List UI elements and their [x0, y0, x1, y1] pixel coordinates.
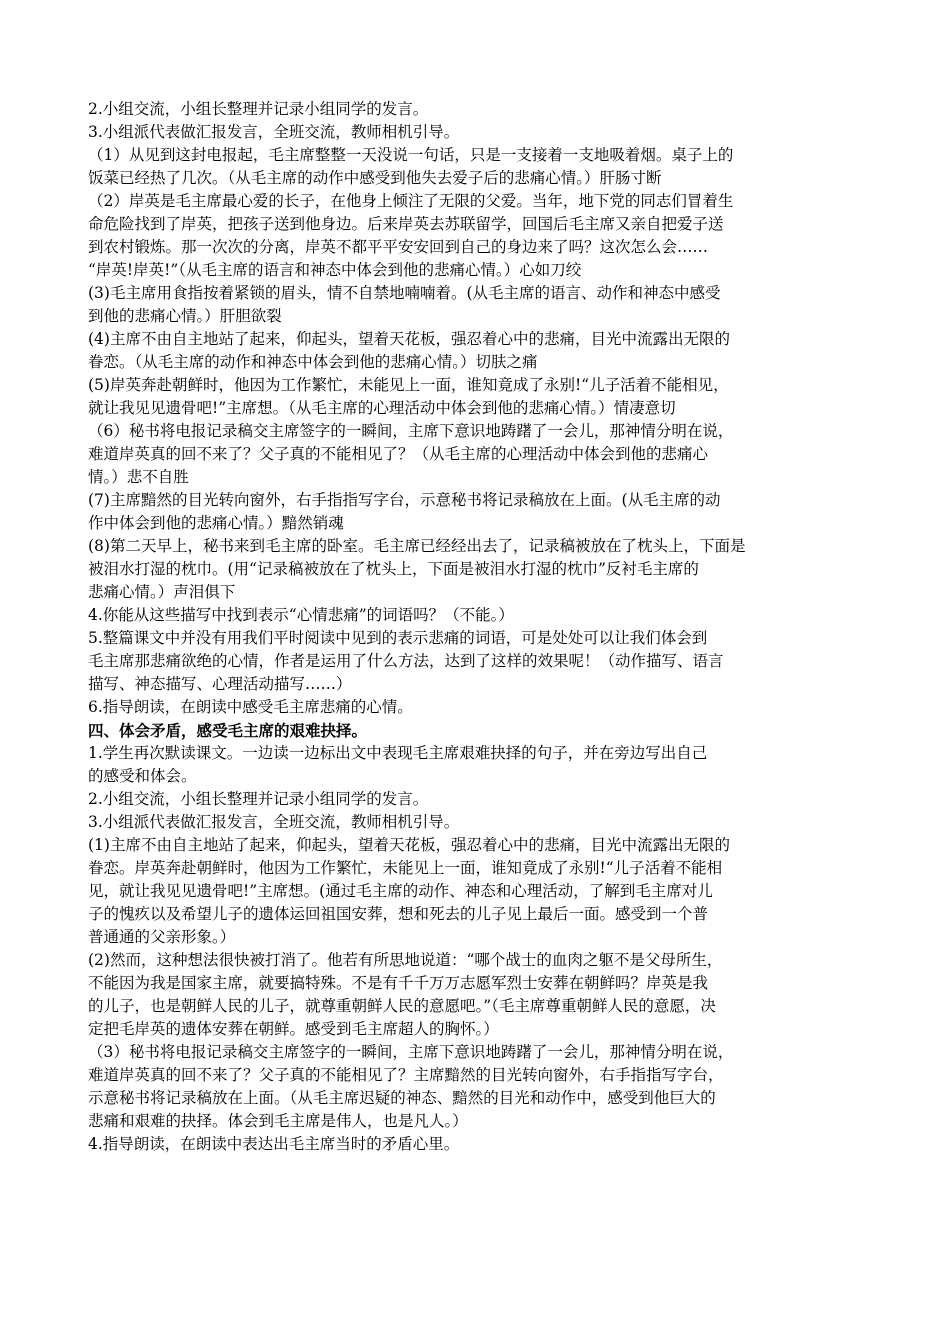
text-line: 饭菜已经热了几次。（从毛主席的动作中感受到他失去爱子后的悲痛心情。）肝肠寸断: [88, 169, 662, 187]
text-line: (2)然而，这种想法很快被打消了。他若有所思地说道：“哪个战士的血肉之躯不是父母所生，: [88, 951, 723, 969]
text-line: （3）秘书将电报记录稿交主席签字的一瞬间，主席下意识地踌躇了一会儿，那神情分明在说，: [88, 1043, 734, 1061]
text-line: 眷恋。（从毛主席的动作和神态中体会到他的悲痛心情。）切肤之痛: [88, 353, 538, 371]
text-line: 2.小组交流，小组长整理并记录小组同学的发言。: [88, 790, 429, 808]
text-line: 示意秘书将记录稿放在上面。（从毛主席迟疑的神态、黯然的目光和动作中，感受到他巨大的: [88, 1089, 716, 1107]
text-line: (1)主席不由自主地站了起来，仰起头，望着天花板，强忍着心中的悲痛，目光中流露出无限的: [88, 836, 730, 854]
text-line: 4.你能从这些描写中找到表示“心情悲痛”的词语吗？（不能。）: [88, 606, 514, 624]
text-line: （6）秘书将电报记录稿交主席签字的一瞬间，主席下意识地踌躇了一会儿，那神情分明在说，: [88, 422, 734, 440]
text-line: 3.小组派代表做汇报发言，全班交流，教师相机引导。: [88, 123, 460, 141]
section-heading: 四、体会矛盾，感受毛主席的艰难抉择。: [88, 721, 368, 740]
text-line: 毛主席那悲痛欲绝的心情，作者是运用了什么方法，达到了这样的效果呢！（动作描写、语言: [88, 652, 724, 670]
text-line: 的感受和体会。: [88, 767, 197, 785]
text-line: 4.指导朗读，在朗读中表达出毛主席当时的矛盾心里。: [88, 1135, 460, 1153]
text-line: 作中体会到他的悲痛心情。）黯然销魂: [88, 514, 344, 532]
text-line: 子的愧疚以及希望儿子的遗体运回祖国安葬，想和死去的儿子见上最后一面。感受到一个普: [88, 905, 709, 923]
text-line: 2.小组交流，小组长整理并记录小组同学的发言。: [88, 100, 429, 118]
text-line: 5.整篇课文中并没有用我们平时阅读中见到的表示悲痛的词语，可是处处可以让我们体会到: [88, 629, 708, 647]
text-line: 就让我见见遗骨吧!”主席想。（从毛主席的心理活动中体会到他的悲痛心情。）情凄意切: [88, 399, 676, 417]
text-line: 的儿子，也是朝鲜人民的儿子，就尊重朝鲜人民的意愿吧。”（毛主席尊重朝鲜人民的意愿，决: [88, 997, 716, 1015]
text-line: (4)主席不由自主地站了起来，仰起头，望着天花板，强忍着心中的悲痛，目光中流露出无限的: [88, 330, 730, 348]
text-line: 眷恋。岸英奔赴朝鲜时，他因为工作繁忙，未能见上一面，谁知竟成了永别!“儿子活着不能相: [88, 859, 723, 877]
text-line: 难道岸英真的回不来了？父子真的不能相见了？主席黯然的目光转向窗外，右手指指写字台，: [88, 1066, 724, 1084]
text-line: 悲痛心情。）声泪俱下: [88, 583, 236, 601]
text-line: （2）岸英是毛主席最心爱的长子，在他身上倾注了无限的父爱。当年，地下党的同志们冒着生: [88, 192, 734, 210]
text-line: (7)主席黯然的目光转向窗外，右手指指写字台，示意秘书将记录稿放在上面。(从毛主席的动: [88, 491, 721, 509]
text-line: 见，就让我见见遗骨吧!”主席想。(通过毛主席的动作、神态和心理活动，了解到毛主席对儿: [88, 882, 713, 900]
text-line: 1.学生再次默读课文。一边读一边标出文中表现毛主席艰难抉择的句子，并在旁边写出自己: [88, 744, 708, 762]
text-line: 被泪水打湿的枕巾。(用“记录稿被放在了枕头上，下面是被泪水打湿的枕巾”反衬毛主席的: [88, 560, 699, 578]
text-line: 6.指导朗读，在朗读中感受毛主席悲痛的心情。: [88, 698, 413, 716]
text-line: (3)毛主席用食指按着紧锁的眉头，情不自禁地喃喃着。(从毛主席的语言、动作和神态中感受: [88, 284, 721, 302]
text-line: 3.小组派代表做汇报发言，全班交流，教师相机引导。: [88, 813, 460, 831]
text-line: (8)第二天早上，秘书来到毛主席的卧室。毛主席已经经出去了，记录稿被放在了枕头上，下面是: [88, 537, 746, 555]
text-line: 难道岸英真的回不来了？父子真的不能相见了？（从毛主席的心理活动中体会到他的悲痛心: [88, 445, 709, 463]
text-line: （1）从见到这封电报起，毛主席整整一天没说一句话，只是一支接着一支地吸着烟。桌子上的: [88, 146, 734, 164]
text-line: (5)岸英奔赴朝鲜时，他因为工作繁忙，未能见上一面，谁知竟成了永别!“儿子活着不能相见，: [88, 376, 729, 394]
document-page: [88, 98, 868, 1156]
text-line: 命危险找到了岸英，把孩子送到他身边。后来岸英去苏联留学，回国后毛主席又亲自把爱子送: [88, 215, 724, 233]
text-line: 普通通的父亲形象。）: [88, 928, 236, 946]
text-line: 到他的悲痛心情。）肝胆欲裂: [88, 307, 282, 325]
text-line: 到农村锻炼。那一次次的分离，岸英不都平平安安回到自己的身边来了吗？这次怎么会……: [88, 238, 709, 256]
text-line: 描写、神态描写、心理活动描写……）: [88, 675, 352, 693]
text-line: 不能因为我是国家主席，就要搞特殊。不是有千千万万志愿军烈士安葬在朝鲜吗？岸英是我: [88, 974, 709, 992]
text-line: “岸英!岸英!”（从毛主席的语言和神态中体会到他的悲痛心情。）心如刀绞: [88, 261, 582, 279]
text-line: 悲痛和艰难的抉择。体会到毛主席是伟人，也是凡人。）: [88, 1112, 468, 1130]
text-line: 情。）悲不自胜: [88, 468, 189, 486]
text-line: 定把毛岸英的遗体安葬在朝鲜。感受到毛主席超人的胸怀。）: [88, 1020, 499, 1038]
